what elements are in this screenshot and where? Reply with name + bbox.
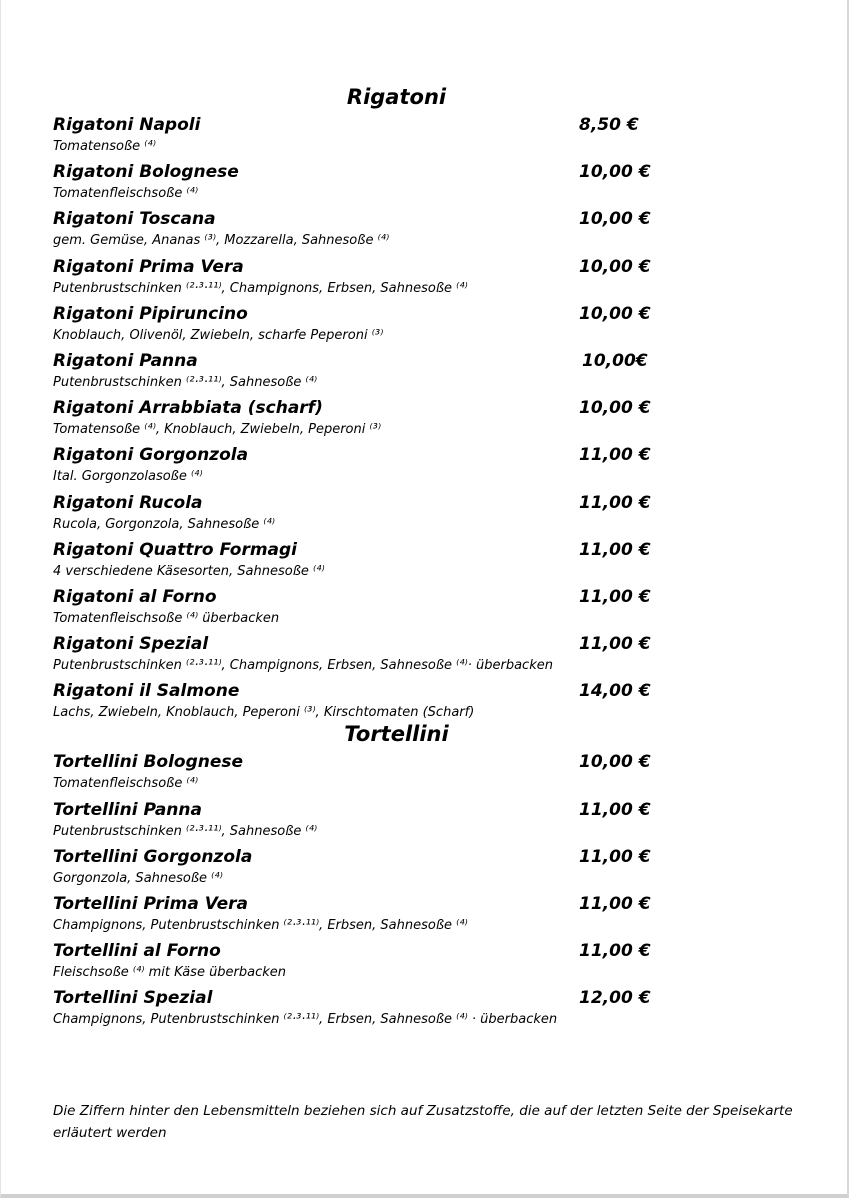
menu-item bbox=[53, 490, 693, 537]
item-price: 10,00 € bbox=[579, 256, 651, 277]
item-description: Champignons, Putenbrustschinken ⁽²·³·¹¹⁾, Erbsen, Sahnesoße ⁽⁴⁾ · überbacken bbox=[53, 1012, 558, 1028]
item-name: Tortellini al Forno bbox=[53, 941, 221, 962]
menu-item bbox=[53, 844, 693, 891]
menu-item bbox=[53, 348, 693, 395]
menu-item bbox=[53, 938, 693, 985]
item-price: 11,00 € bbox=[579, 941, 651, 962]
item-price: 11,00 € bbox=[579, 586, 651, 607]
item-description: Lachs, Zwiebeln, Knoblauch, Peperoni ⁽³⁾, Kirschtomaten (Scharf) bbox=[53, 705, 475, 721]
item-description: Tomatensoße ⁽⁴⁾, Knoblauch, Zwiebeln, Peperoni ⁽³⁾ bbox=[53, 422, 382, 438]
item-name: Rigatoni Toscana bbox=[53, 209, 216, 230]
menu-item bbox=[53, 678, 693, 725]
section-title-rigatoni bbox=[0, 82, 740, 112]
item-price: 11,00 € bbox=[579, 894, 651, 914]
menu-item bbox=[53, 749, 693, 796]
menu-item bbox=[53, 797, 693, 844]
item-name: Rigatoni Arrabbiata (scharf) bbox=[53, 398, 323, 419]
item-description: Tomatenfleischsoße ⁽⁴⁾ bbox=[53, 186, 199, 202]
item-name: Tortellini Spezial bbox=[53, 988, 213, 1009]
item-price: 10,00 € bbox=[579, 162, 651, 183]
item-description: Rucola, Gorgonzola, Sahnesoße ⁽⁴⁾ bbox=[53, 516, 275, 532]
menu-item bbox=[53, 206, 693, 253]
item-price: 11,00 € bbox=[579, 799, 651, 820]
item-name: Rigatoni Gorgonzola bbox=[53, 445, 249, 466]
item-name: Rigatoni Bolognese bbox=[53, 162, 239, 183]
item-name: Tortellini Gorgonzola bbox=[53, 846, 253, 867]
item-description: 4 verschiedene Käsesorten, Sahnesoße ⁽⁴⁾ bbox=[53, 563, 325, 579]
item-price: 11,00 € bbox=[579, 445, 651, 466]
item-name: Tortellini Bolognese bbox=[53, 752, 244, 773]
item-description: Putenbrustschinken ⁽²·³·¹¹⁾, Champignons, Erbsen, Sahnesoße ⁽⁴⁾ bbox=[53, 280, 468, 296]
item-description: Fleischsoße ⁽⁴⁾ mit Käse überbacken bbox=[53, 965, 287, 981]
item-description: Putenbrustschinken ⁽²·³·¹¹⁾, Sahnesoße ⁽⁴⁾ bbox=[53, 374, 318, 390]
item-name: Rigatoni il Salmone bbox=[53, 681, 240, 702]
menu-item bbox=[53, 301, 693, 348]
menu-item bbox=[53, 112, 693, 159]
item-description: Champignons, Putenbrustschinken ⁽²·³·¹¹⁾, Erbsen, Sahnesoße ⁽⁴⁾ bbox=[53, 918, 468, 933]
item-name: Rigatoni Spezial bbox=[53, 634, 209, 655]
item-price: 11,00 € bbox=[579, 846, 651, 867]
allergen-footnote: Die Ziffern hinter den Lebensmitteln beziehen sich auf Zusatzstoffe, die auf der letzten Seite der Speisekarte erläutert werden bbox=[53, 1103, 793, 1141]
item-price: 11,00 € bbox=[579, 492, 651, 513]
item-name: Rigatoni Napoli bbox=[53, 115, 201, 135]
menu-item bbox=[53, 254, 693, 301]
item-description: Putenbrustschinken ⁽²·³·¹¹⁾, Sahnesoße ⁽⁴⁾ bbox=[53, 823, 318, 839]
item-price: 10,00 € bbox=[579, 752, 651, 773]
item-name: Rigatoni Rucola bbox=[53, 492, 203, 513]
item-description: Knoblauch, Olivenöl, Zwiebeln, scharfe Peperoni ⁽³⁾ bbox=[53, 327, 384, 343]
menu bbox=[53, 82, 693, 1033]
item-price: 14,00 € bbox=[579, 681, 651, 702]
item-description: Tomatenfleischsoße ⁽⁴⁾ überbacken bbox=[53, 610, 280, 626]
menu-item bbox=[53, 891, 693, 938]
item-name: Rigatoni al Forno bbox=[53, 586, 217, 607]
item-name: Rigatoni Panna bbox=[53, 350, 198, 371]
item-name: Rigatoni Quattro Formagi bbox=[53, 539, 298, 560]
menu-item bbox=[53, 395, 693, 442]
item-description: Tomatensoße ⁽⁴⁾ bbox=[53, 139, 156, 154]
item-price: 11,00 € bbox=[579, 539, 651, 560]
item-price: 12,00 € bbox=[579, 988, 651, 1009]
item-description: Gorgonzola, Sahnesoße ⁽⁴⁾ bbox=[53, 870, 223, 886]
item-name: Rigatoni Pipiruncino bbox=[53, 303, 248, 324]
item-price: 11,00 € bbox=[579, 634, 651, 655]
item-price: 10,00 € bbox=[579, 209, 651, 230]
section-title-text: Tortellini bbox=[344, 722, 449, 747]
item-price: 10,00€ bbox=[582, 350, 648, 371]
item-description: gem. Gemüse, Ananas ⁽³⁾, Mozzarella, Sahnesoße ⁽⁴⁾ bbox=[53, 233, 390, 249]
item-description: Ital. Gorgonzolasoße ⁽⁴⁾ bbox=[53, 469, 203, 485]
menu-item bbox=[53, 985, 693, 1032]
section-title-text: Rigatoni bbox=[346, 85, 447, 109]
menu-item bbox=[53, 584, 693, 631]
item-price: 10,00 € bbox=[579, 398, 651, 419]
item-name: Rigatoni Prima Vera bbox=[53, 256, 244, 277]
item-description: Tomatenfleischsoße ⁽⁴⁾ bbox=[53, 776, 199, 792]
menu-item bbox=[53, 159, 693, 206]
menu-item bbox=[53, 537, 693, 584]
item-price: 10,00 € bbox=[579, 303, 651, 324]
item-description: Putenbrustschinken ⁽²·³·¹¹⁾, Champignons, Erbsen, Sahnesoße ⁽⁴⁾· überbacken bbox=[53, 658, 553, 674]
item-price: 8,50 € bbox=[579, 115, 639, 135]
menu-item bbox=[53, 631, 693, 678]
menu-item bbox=[53, 442, 693, 489]
item-name: Tortellini Prima Vera bbox=[53, 894, 249, 914]
item-name: Tortellini Panna bbox=[53, 799, 202, 820]
